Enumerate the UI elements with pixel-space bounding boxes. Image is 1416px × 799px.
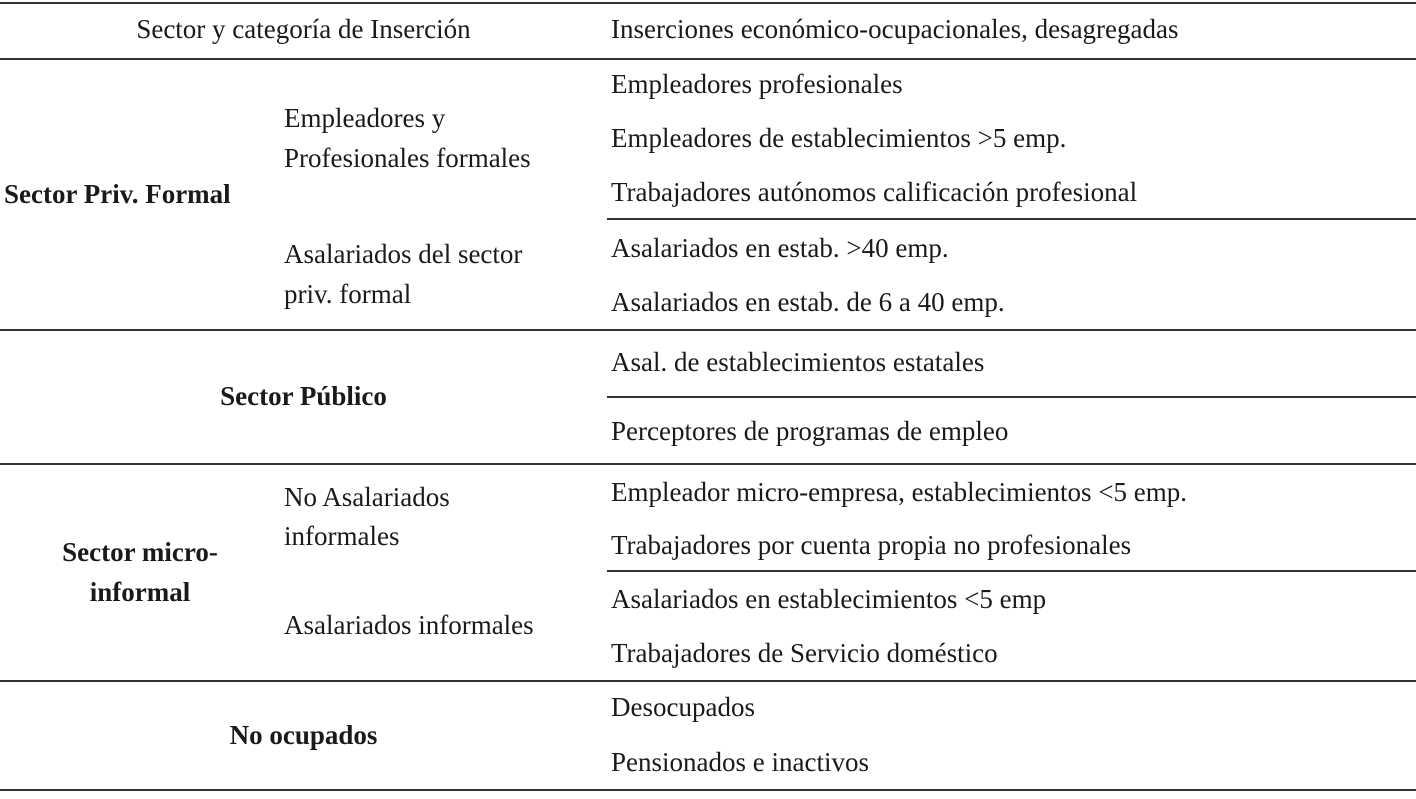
item-label: Asalariados en estab. >40 emp. (611, 233, 949, 263)
sector-label: Sector Priv. Formal (4, 179, 231, 209)
item-label: Empleadores profesionales (611, 69, 903, 99)
category-label: Profesionales formales (284, 143, 531, 173)
sector-label: No ocupados (229, 720, 378, 750)
group-divider-rule (0, 463, 1416, 465)
header-col1: Sector y categoría de Inserción (136, 14, 471, 44)
subgroup-divider-rule (607, 396, 1416, 398)
item-label: Asalariados en estab. de 6 a 40 emp. (611, 287, 1005, 317)
item-label: Desocupados (611, 692, 755, 722)
item-label: Trabajadores por cuenta propia no profesionales (611, 530, 1132, 560)
item-label: Trabajadores autónomos calificación profesional (611, 177, 1138, 207)
table-bottom-rule (0, 789, 1416, 791)
item-label: Asal. de establecimientos estatales (611, 347, 985, 377)
category-label: Asalariados informales (284, 610, 534, 640)
header-bottom-rule (0, 58, 1416, 60)
table-top-rule (0, 2, 1416, 4)
category-label: Empleadores y (284, 103, 446, 133)
header-col2: Inserciones económico-ocupacionales, desagregadas (611, 14, 1179, 44)
group-divider-rule (0, 680, 1416, 682)
item-label: Pensionados e inactivos (611, 747, 869, 777)
sector-label: Sector micro- (62, 537, 218, 567)
item-label: Trabajadores de Servicio doméstico (611, 638, 998, 668)
sector-label: informal (89, 577, 191, 607)
sector-label: Sector Público (220, 381, 387, 411)
group-divider-rule (0, 329, 1416, 331)
category-label: informales (284, 521, 400, 551)
item-label: Empleador micro-empresa, establecimientos <5 emp. (611, 477, 1188, 507)
category-label: priv. formal (284, 279, 412, 309)
category-label: Asalariados del sector (284, 239, 523, 269)
item-label: Empleadores de establecimientos >5 emp. (611, 123, 1067, 153)
subgroup-divider-rule (607, 570, 1416, 572)
item-label: Perceptores de programas de empleo (611, 416, 1009, 446)
item-label: Asalariados en establecimientos <5 emp (611, 584, 1047, 614)
subgroup-divider-rule (607, 218, 1416, 220)
category-label: No Asalariados (284, 482, 450, 512)
